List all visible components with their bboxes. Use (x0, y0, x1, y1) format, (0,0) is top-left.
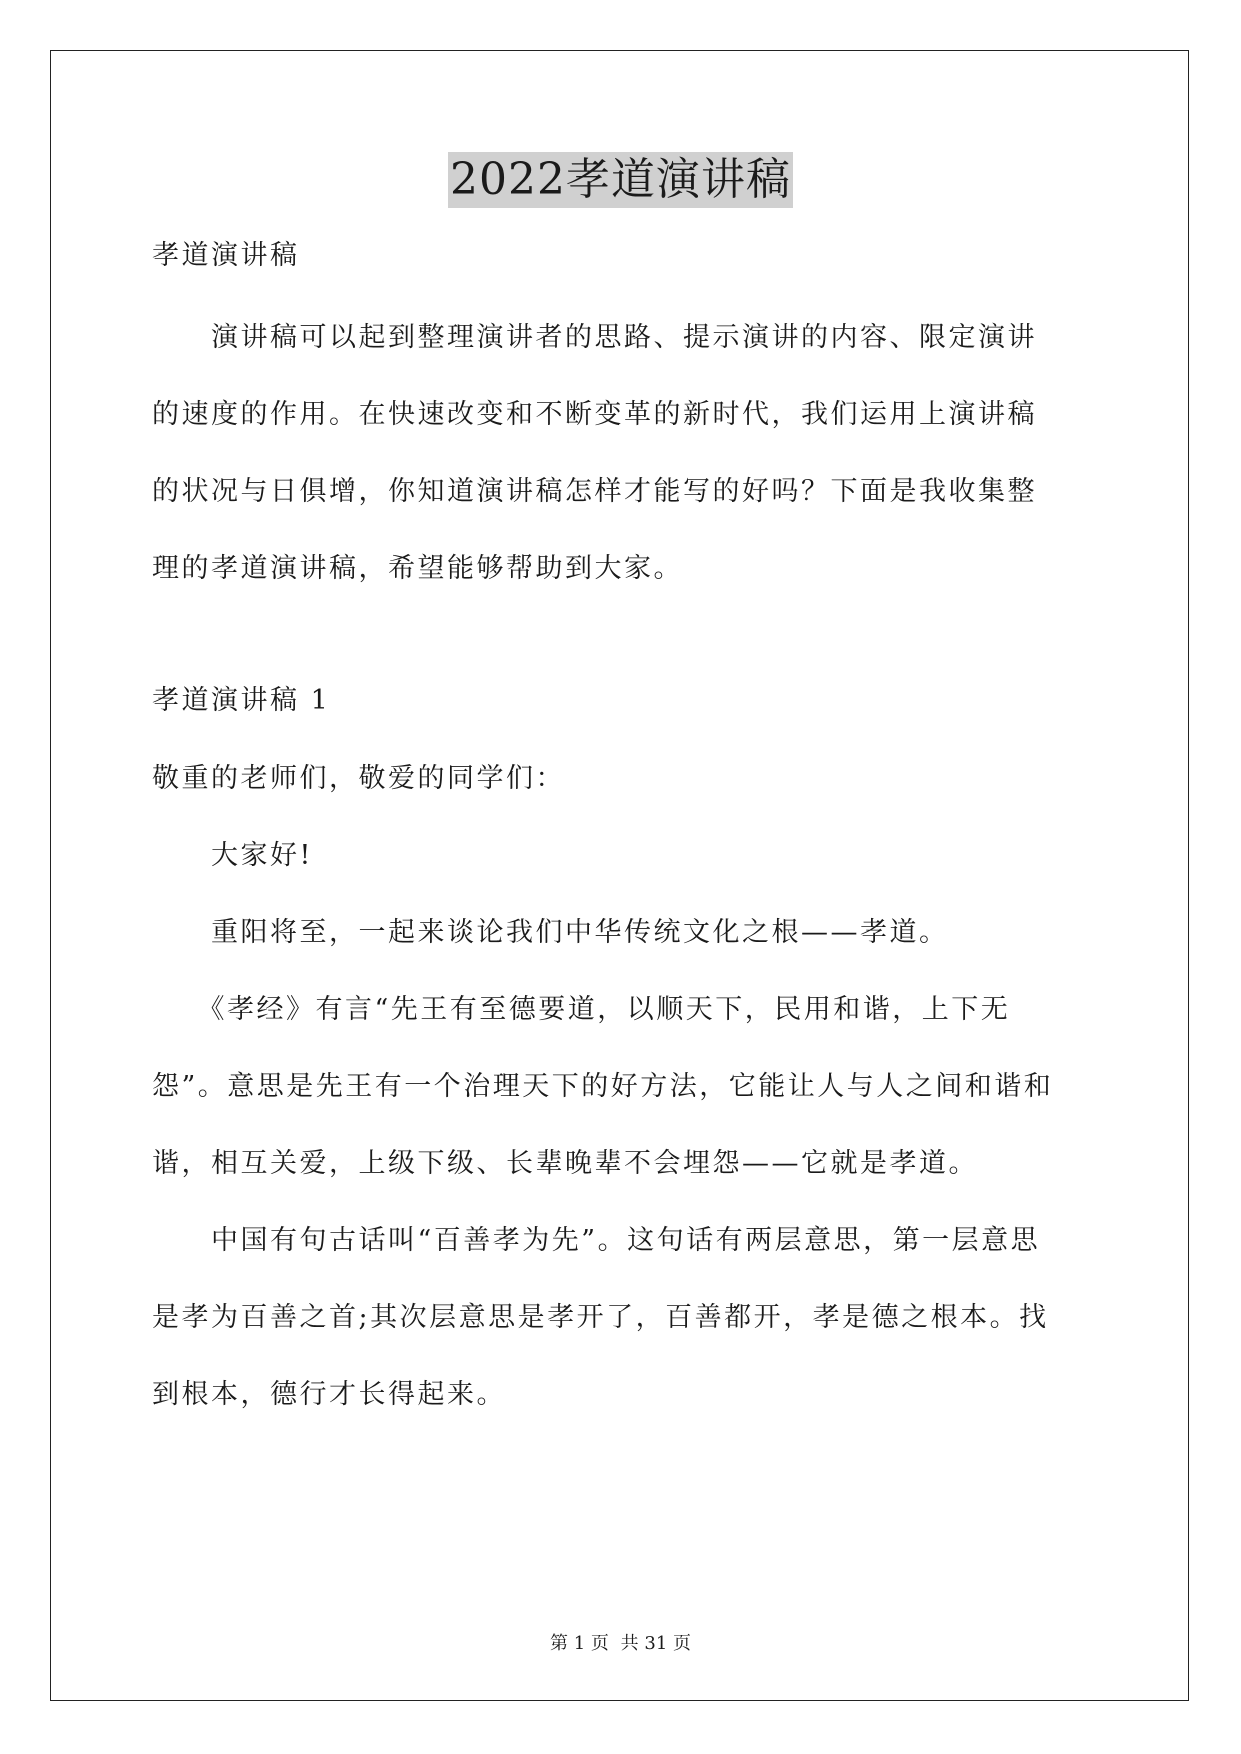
subtitle-line: 孝道演讲稿 (152, 240, 300, 271)
salutation-line: 敬重的老师们，敬爱的同学们： (152, 763, 565, 794)
paragraph-line: 中国有句古话叫“百善孝为先”。这句话有两层意思，第一层意思 (152, 1225, 1041, 1256)
paragraph-line: 怨”。意思是先王有一个治理天下的好方法，它能让人与人之间和谐和 (152, 1071, 1054, 1102)
paragraph-line: 的速度的作用。在快速改变和不断变革的新时代，我们运用上演讲稿 (152, 399, 1037, 430)
page-total: 共 31 页 (620, 1633, 691, 1654)
paragraph-line: 重阳将至，一起来谈论我们中华传统文化之根——孝道。 (152, 917, 949, 948)
section-heading: 孝道演讲稿 1 (152, 685, 331, 716)
page-footer (0, 1632, 1241, 1656)
page-number: 第 1 页 (550, 1633, 609, 1654)
title-container (0, 152, 1241, 208)
document-title: 2022孝道演讲稿 (448, 152, 793, 208)
paragraph-line: 理的孝道演讲稿，希望能够帮助到大家。 (152, 553, 683, 584)
paragraph-line: 是孝为百善之首;其次层意思是孝开了，百善都开，孝是德之根本。找 (152, 1302, 1049, 1333)
paragraph-line: 大家好! (152, 840, 313, 871)
paragraph-line: 到根本，德行才长得起来。 (152, 1379, 506, 1410)
paragraph-line: 谐，相互关爱，上级下级、长辈晚辈不会埋怨——它就是孝道。 (152, 1148, 978, 1179)
paragraph-line: 的状况与日俱增，你知道演讲稿怎样才能写的好吗？下面是我收集整 (152, 476, 1037, 507)
paragraph-line: 演讲稿可以起到整理演讲者的思路、提示演讲的内容、限定演讲 (152, 322, 1037, 353)
paragraph-line: 《孝经》有言“先王有至德要道，以顺天下，民用和谐，上下无 (152, 994, 1011, 1025)
